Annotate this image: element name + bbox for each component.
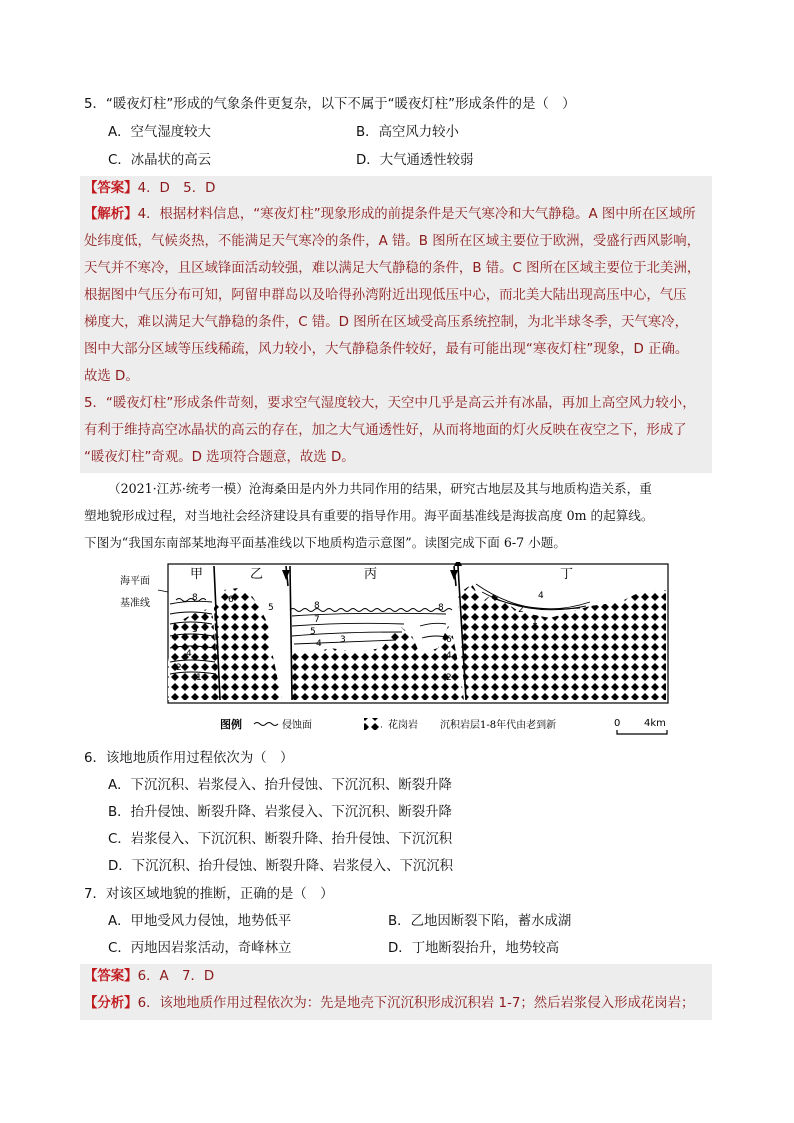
question-5-stem: 5．“暖夜灯柱”形成的气象条件更复杂，以下不属于“暖夜灯柱”形成条件的是（ ） [84,97,576,112]
q5-option-c: C．冰晶状的高云 [108,153,212,168]
analysis-line: 梯度大，难以满足大气静稳的条件，C 错。D 图所在区域受高压系统控制，为北半球冬季，天气寒冷， [84,315,688,330]
q6-option-b: B．抬升侵蚀、断裂升降、岩浆侵入、下沉沉积、断裂升降 [108,805,452,820]
question-7-stem: 7．对该区域地貌的推断，正确的是（ ） [84,887,334,902]
analysis-tag: 【解析】 [84,207,138,222]
q7-option-a: A．甲地受风力侵蚀，地势低平 [108,914,292,929]
q7-option-c: C．丙地因岩浆活动，奇峰林立 [108,941,292,956]
layer-label-jia: 3 [192,625,198,635]
q6-option-c: C．岩浆侵入、下沉沉积、断裂升降、抬升侵蚀、下沉沉积 [108,832,453,847]
material-line: 下图为“我国东南部某地海平面基准线以下地质构造示意图”。读图完成下面 6-7 小题。 [84,535,566,550]
q7-option-d: D．丁地断裂抬升，地势较高 [388,941,559,956]
analysis-line: 图中大部分区域等压线稀疏，风力较小，大气静稳条件较好，最有可能出现“寒夜灯柱”现象，D 正确。 [84,342,689,357]
region-label-ding: 丁 [560,567,574,582]
scale-km-label: 4km [644,718,666,729]
analysis-text: 4．根据材料信息，“寒夜灯柱”现象形成的前提条件是天气寒冷和大气静稳。A 图中所在区域所 [137,207,696,222]
analysis-line: 天气并不寒冷，且区域锋面活动较强，难以满足大气静稳的条件，B 错。C 图所在区域主要位于北美洲， [84,261,701,276]
answer-line-1 [84,180,215,198]
region-label-jia: 甲 [190,567,204,582]
legend-strata-label: 沉积岩层1-8年代由老到新 [440,720,557,731]
sea-level-pointer [158,590,168,592]
layer-label-jia: 1 [196,673,202,683]
layer-label-yi: 5 [268,603,274,613]
layer-label-bing: 8 [314,601,320,611]
answer-text: 4．D 5．D [137,181,216,196]
layer-label-bing: 3 [340,635,346,645]
q6-option-d: D．下沉沉积、抬升侵蚀、断裂升降、岩浆侵入、下沉沉积 [108,859,454,874]
q5-option-d: D．大气通透性较弱 [356,153,474,168]
analysis-tag: 【分析】 [84,996,138,1011]
layer-label-bing: 4 [446,651,452,661]
sea-level-label: 海平面 [120,576,150,587]
analysis-line: “暖夜灯柱”奇观。D 选项符合题意，故选 D。 [84,450,355,465]
layer-label-bing: 2 [446,673,452,683]
answer-text: 6．A 7．D [137,969,215,984]
analysis-line: 有利于维持高空冰晶状的高云的存在，加之大气通透性好，从而将地面的灯火反映在夜空之下，形成了 [84,423,687,438]
material-line: （2021·江苏·统考一模）沧海桑田是内外力共同作用的结果，研究古地层及其与地质构造关系，重 [108,481,652,496]
answer-tag: 【答案】 [84,969,138,984]
analysis-line: 5．“暖夜灯柱”形成条件苛刻，要求空气湿度较大，天空中几乎是高云并有冰晶，再加上高空风力较小， [84,396,696,411]
scale-zero-label: 0 [614,718,621,729]
layer-label-ding: 1 [532,617,538,627]
layer-label-jia: 8 [192,593,198,603]
analysis-line: 根据图中气压分布可知，阿留申群岛以及哈得孙湾附近出现低压中心，而北美大陆出现高压中心，气压 [84,288,687,303]
layer-label-ding: 4 [538,591,544,601]
region-label-bing: 丙 [364,567,378,582]
analysis-line [84,206,696,224]
layer-label-bing: 8 [438,603,444,613]
legend-erosion-symbol [254,723,278,726]
q5-option-b: B．高空风力较小 [356,125,459,140]
legend-granite-label: 花岗岩 [388,720,418,731]
q6-option-a: A．下沉沉积、岩浆侵入、抬升侵蚀、下沉沉积、断裂升降 [108,778,452,793]
layer-label-bing: 5 [310,627,316,637]
analysis-line: 故选 D。 [84,369,139,384]
geology-cross-section-figure [120,562,672,740]
datum-line-label: 基准线 [120,598,150,609]
layer-label-jia: 6 [192,613,198,623]
scale-bar [617,730,667,734]
layer-label-bing: 4 [316,639,322,649]
layer-label-yi: 6 [228,595,234,605]
legend-erosion-label: 侵蚀面 [282,720,312,731]
material-line: 塑地貌形成过程，对当地社会经济建设具有重要的指导作用。海平面基准线是海拔高度 0m 的起算线。 [84,508,654,523]
q7-option-b: B．乙地因断裂下陷，蓄水成湖 [388,914,572,929]
layer-label-ding: 2 [518,605,524,615]
analysis-line: 处纬度低，气候炎热，不能满足天气寒冷的条件，A 错。B 图所在区域主要位于欧洲，受盛行西风影响， [84,234,701,249]
legend-title: 图例 [220,718,242,731]
analysis-line-2 [84,995,694,1013]
layer-label-jia: 2 [176,663,182,673]
q5-option-a: A．空气湿度较大 [108,125,211,140]
answer-tag: 【答案】 [84,181,138,196]
analysis-text: 6．该地地质作用过程依次为：先是地壳下沉沉积形成沉积岩 1-7；然后岩浆侵入形成花岗岩； [137,996,695,1011]
layer-label-bing: 6 [446,635,452,645]
question-6-stem: 6．该地地质作用过程依次为（ ） [84,751,294,766]
layer-label-jia: 4 [186,649,192,659]
legend-granite-symbol [364,718,382,730]
answer-line-2 [84,968,214,986]
layer-label-bing: 7 [314,615,320,625]
region-label-yi: 乙 [250,567,264,582]
